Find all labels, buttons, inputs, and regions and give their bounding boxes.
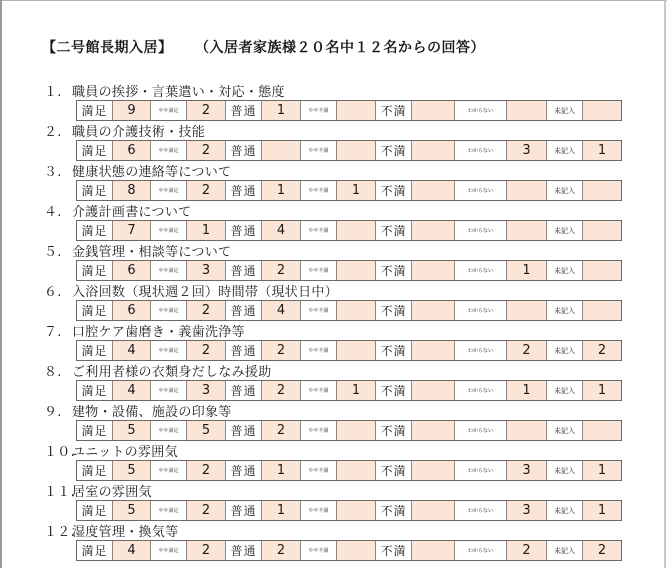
label-dissatisfied: 不満 (376, 341, 412, 360)
question-title (44, 521, 178, 540)
question-number: ９. (44, 405, 62, 420)
count-normal: 2 (262, 381, 301, 400)
label-unknown: わからない (455, 541, 507, 560)
count-somewhat-satisfied: 5 (187, 421, 226, 440)
count-unknown (507, 221, 547, 240)
label-unknown: わからない (455, 261, 507, 280)
question-title (44, 281, 338, 300)
label-satisfied: 満足 (77, 461, 113, 480)
count-unanswered: 2 (583, 341, 621, 360)
count-somewhat-satisfied: 3 (187, 261, 226, 280)
count-satisfied: 7 (113, 221, 151, 240)
count-somewhat-dissatisfied (337, 421, 376, 440)
label-dissatisfied: 不満 (376, 261, 412, 280)
question-title (44, 401, 232, 420)
count-unknown: 1 (507, 261, 547, 280)
question-text: 湿度管理・換気等 (72, 525, 179, 540)
count-somewhat-dissatisfied: 1 (337, 181, 376, 200)
label-somewhat-dissatisfied: やや不満 (301, 101, 337, 120)
question-text: 口腔ケア歯磨き・義歯洗浄等 (72, 325, 245, 340)
document-title: 【二号館長期入居】 (42, 40, 173, 56)
count-satisfied: 6 (113, 301, 151, 320)
count-normal: 1 (262, 501, 301, 520)
question-number: １２. (44, 525, 76, 540)
count-unanswered (583, 101, 621, 120)
label-normal: 普通 (226, 181, 262, 200)
label-somewhat-dissatisfied: やや不満 (301, 261, 337, 280)
label-unknown: わからない (455, 381, 507, 400)
label-somewhat-dissatisfied: やや不満 (301, 141, 337, 160)
question-title (44, 361, 272, 380)
question-title (44, 481, 152, 500)
question-block (0, 361, 667, 401)
question-block (0, 81, 667, 121)
count-unknown (507, 421, 547, 440)
count-dissatisfied (412, 261, 455, 280)
label-unknown: わからない (455, 101, 507, 120)
count-unknown (507, 301, 547, 320)
question-number: ４. (44, 205, 62, 220)
label-somewhat-dissatisfied: やや不満 (301, 301, 337, 320)
question-number: １１. (44, 485, 76, 500)
count-dissatisfied (412, 301, 455, 320)
count-dissatisfied (412, 421, 455, 440)
label-normal: 普通 (226, 461, 262, 480)
label-somewhat-dissatisfied: やや不満 (301, 461, 337, 480)
label-dissatisfied: 不満 (376, 181, 412, 200)
count-normal: 2 (262, 541, 301, 560)
question-block (0, 321, 667, 361)
label-satisfied: 満足 (77, 221, 113, 240)
label-dissatisfied: 不満 (376, 501, 412, 520)
label-somewhat-satisfied: やや満足 (151, 421, 187, 440)
label-unknown: わからない (455, 301, 507, 320)
answer-row (76, 420, 622, 441)
count-unanswered: 2 (583, 541, 621, 560)
question-title (44, 201, 191, 220)
count-unknown: 1 (507, 381, 547, 400)
label-satisfied: 満足 (77, 541, 113, 560)
label-somewhat-dissatisfied: やや不満 (301, 541, 337, 560)
question-text: 介護計画書について (72, 205, 192, 220)
count-unanswered: 1 (583, 501, 621, 520)
count-normal: 4 (262, 301, 301, 320)
count-somewhat-dissatisfied (337, 301, 376, 320)
question-number: １. (44, 85, 62, 100)
question-title (44, 161, 231, 180)
label-unanswered: 未記入 (547, 501, 583, 520)
label-normal: 普通 (226, 301, 262, 320)
count-unknown: 2 (507, 341, 547, 360)
label-dissatisfied: 不満 (376, 221, 412, 240)
page-border-top (0, 0, 667, 1)
label-somewhat-satisfied: やや満足 (151, 181, 187, 200)
label-unknown: わからない (455, 221, 507, 240)
count-somewhat-dissatisfied (337, 501, 376, 520)
count-somewhat-satisfied: 2 (187, 141, 226, 160)
count-somewhat-dissatisfied (337, 221, 376, 240)
question-text: 入浴回数（現状週２回）時間帯（現状日中） (72, 285, 339, 300)
label-dissatisfied: 不満 (376, 101, 412, 120)
label-somewhat-satisfied: やや満足 (151, 221, 187, 240)
label-unanswered: 未記入 (547, 421, 583, 440)
label-unanswered: 未記入 (547, 141, 583, 160)
label-somewhat-satisfied: やや満足 (151, 141, 187, 160)
question-text: 建物・設備、施設の印象等 (72, 405, 232, 420)
count-dissatisfied (412, 101, 455, 120)
count-dissatisfied (412, 141, 455, 160)
count-satisfied: 5 (113, 501, 151, 520)
count-satisfied: 5 (113, 421, 151, 440)
answer-row (76, 540, 622, 561)
question-block (0, 281, 667, 321)
question-number: ３. (44, 165, 62, 180)
count-dissatisfied (412, 501, 455, 520)
count-satisfied: 6 (113, 261, 151, 280)
question-text: 職員の挨拶・言葉遣い・対応・態度 (72, 85, 285, 100)
count-unanswered (583, 181, 621, 200)
count-somewhat-satisfied: 2 (187, 301, 226, 320)
label-dissatisfied: 不満 (376, 301, 412, 320)
answer-row (76, 300, 622, 321)
question-block (0, 121, 667, 161)
label-unanswered: 未記入 (547, 181, 583, 200)
count-unanswered: 1 (583, 141, 621, 160)
count-unknown (507, 181, 547, 200)
count-unanswered (583, 221, 621, 240)
count-somewhat-satisfied: 2 (187, 181, 226, 200)
label-normal: 普通 (226, 141, 262, 160)
label-unknown: わからない (455, 421, 507, 440)
question-number: ７. (44, 325, 62, 340)
question-title (44, 241, 231, 260)
count-somewhat-dissatisfied (337, 461, 376, 480)
count-satisfied: 8 (113, 181, 151, 200)
label-unknown: わからない (455, 341, 507, 360)
label-dissatisfied: 不満 (376, 421, 412, 440)
count-somewhat-dissatisfied (337, 101, 376, 120)
question-block (0, 441, 667, 481)
question-block (0, 241, 667, 281)
label-unanswered: 未記入 (547, 541, 583, 560)
label-somewhat-satisfied: やや満足 (151, 541, 187, 560)
count-unanswered (583, 301, 621, 320)
label-unanswered: 未記入 (547, 381, 583, 400)
label-somewhat-satisfied: やや満足 (151, 101, 187, 120)
question-block (0, 521, 667, 561)
question-text: 居室の雰囲気 (72, 485, 152, 500)
question-title (44, 321, 245, 340)
label-somewhat-satisfied: やや満足 (151, 341, 187, 360)
label-satisfied: 満足 (77, 301, 113, 320)
label-satisfied: 満足 (77, 101, 113, 120)
label-satisfied: 満足 (77, 501, 113, 520)
count-somewhat-dissatisfied (337, 141, 376, 160)
question-number: １０. (44, 445, 76, 460)
label-somewhat-satisfied: やや満足 (151, 381, 187, 400)
label-somewhat-satisfied: やや満足 (151, 261, 187, 280)
count-somewhat-satisfied: 2 (187, 501, 226, 520)
question-text: ユニットの雰囲気 (72, 445, 178, 460)
count-normal: 1 (262, 461, 301, 480)
count-normal: 1 (262, 101, 301, 120)
count-satisfied: 5 (113, 461, 151, 480)
count-unanswered: 1 (583, 461, 621, 480)
answer-row (76, 460, 622, 481)
label-normal: 普通 (226, 501, 262, 520)
question-block (0, 401, 667, 441)
answer-row (76, 220, 622, 241)
answer-row (76, 380, 622, 401)
count-satisfied: 6 (113, 141, 151, 160)
count-dissatisfied (412, 221, 455, 240)
label-somewhat-satisfied: やや満足 (151, 501, 187, 520)
label-normal: 普通 (226, 381, 262, 400)
answer-row (76, 100, 622, 121)
label-somewhat-satisfied: やや満足 (151, 461, 187, 480)
label-satisfied: 満足 (77, 261, 113, 280)
count-normal: 2 (262, 341, 301, 360)
count-unknown: 2 (507, 541, 547, 560)
count-somewhat-dissatisfied (337, 261, 376, 280)
question-title (44, 81, 285, 100)
count-somewhat-satisfied: 2 (187, 461, 226, 480)
answer-row (76, 500, 622, 521)
count-satisfied: 4 (113, 541, 151, 560)
label-normal: 普通 (226, 541, 262, 560)
count-somewhat-satisfied: 2 (187, 101, 226, 120)
question-title (44, 441, 178, 460)
count-normal: 2 (262, 421, 301, 440)
count-somewhat-satisfied: 2 (187, 341, 226, 360)
count-somewhat-satisfied: 1 (187, 221, 226, 240)
question-block (0, 481, 667, 521)
label-unanswered: 未記入 (547, 301, 583, 320)
label-unknown: わからない (455, 181, 507, 200)
count-satisfied: 4 (113, 381, 151, 400)
label-satisfied: 満足 (77, 341, 113, 360)
count-normal: 2 (262, 261, 301, 280)
count-dissatisfied (412, 381, 455, 400)
label-normal: 普通 (226, 101, 262, 120)
question-text: 金銭管理・相談等について (72, 245, 232, 260)
answer-row (76, 340, 622, 361)
label-somewhat-dissatisfied: やや不満 (301, 181, 337, 200)
count-unknown: 3 (507, 461, 547, 480)
label-satisfied: 満足 (77, 181, 113, 200)
count-dissatisfied (412, 181, 455, 200)
answer-row (76, 260, 622, 281)
count-unknown: 3 (507, 501, 547, 520)
question-number: ２. (44, 125, 62, 140)
label-normal: 普通 (226, 421, 262, 440)
question-text: 職員の介護技術・技能 (72, 125, 206, 140)
label-unknown: わからない (455, 141, 507, 160)
label-somewhat-dissatisfied: やや不満 (301, 341, 337, 360)
label-somewhat-dissatisfied: やや不満 (301, 381, 337, 400)
count-normal: 1 (262, 181, 301, 200)
label-dissatisfied: 不満 (376, 381, 412, 400)
label-satisfied: 満足 (77, 421, 113, 440)
document-subtitle: （入居者家族様２０名中１２名からの回答） (195, 40, 485, 56)
count-somewhat-satisfied: 3 (187, 381, 226, 400)
label-somewhat-dissatisfied: やや不満 (301, 421, 337, 440)
label-unknown: わからない (455, 501, 507, 520)
question-block (0, 161, 667, 201)
label-unanswered: 未記入 (547, 221, 583, 240)
count-somewhat-satisfied: 2 (187, 541, 226, 560)
label-dissatisfied: 不満 (376, 461, 412, 480)
count-normal: 4 (262, 221, 301, 240)
label-somewhat-dissatisfied: やや不満 (301, 221, 337, 240)
count-satisfied: 9 (113, 101, 151, 120)
count-unknown: 3 (507, 141, 547, 160)
count-somewhat-dissatisfied (337, 541, 376, 560)
label-somewhat-satisfied: やや満足 (151, 301, 187, 320)
answer-row (76, 180, 622, 201)
question-text: ご利用者様の衣類身だしなみ援助 (72, 365, 272, 380)
label-normal: 普通 (226, 261, 262, 280)
count-somewhat-dissatisfied (337, 341, 376, 360)
count-satisfied: 4 (113, 341, 151, 360)
question-text: 健康状態の連絡等について (72, 165, 232, 180)
question-block (0, 201, 667, 241)
count-unanswered (583, 421, 621, 440)
label-dissatisfied: 不満 (376, 141, 412, 160)
label-unanswered: 未記入 (547, 261, 583, 280)
label-satisfied: 満足 (77, 381, 113, 400)
question-number: ６. (44, 285, 62, 300)
count-somewhat-dissatisfied: 1 (337, 381, 376, 400)
label-unknown: わからない (455, 461, 507, 480)
answer-row (76, 140, 622, 161)
label-unanswered: 未記入 (547, 341, 583, 360)
label-somewhat-dissatisfied: やや不満 (301, 501, 337, 520)
count-dissatisfied (412, 461, 455, 480)
count-dissatisfied (412, 341, 455, 360)
label-normal: 普通 (226, 341, 262, 360)
count-normal (262, 141, 301, 160)
count-unanswered (583, 261, 621, 280)
label-unanswered: 未記入 (547, 101, 583, 120)
count-unknown (507, 101, 547, 120)
question-number: ８. (44, 365, 62, 380)
label-normal: 普通 (226, 221, 262, 240)
count-dissatisfied (412, 541, 455, 560)
document-header (0, 37, 667, 57)
label-unanswered: 未記入 (547, 461, 583, 480)
question-title (44, 121, 205, 140)
count-unanswered: 1 (583, 381, 621, 400)
question-number: ５. (44, 245, 62, 260)
label-dissatisfied: 不満 (376, 541, 412, 560)
label-satisfied: 満足 (77, 141, 113, 160)
